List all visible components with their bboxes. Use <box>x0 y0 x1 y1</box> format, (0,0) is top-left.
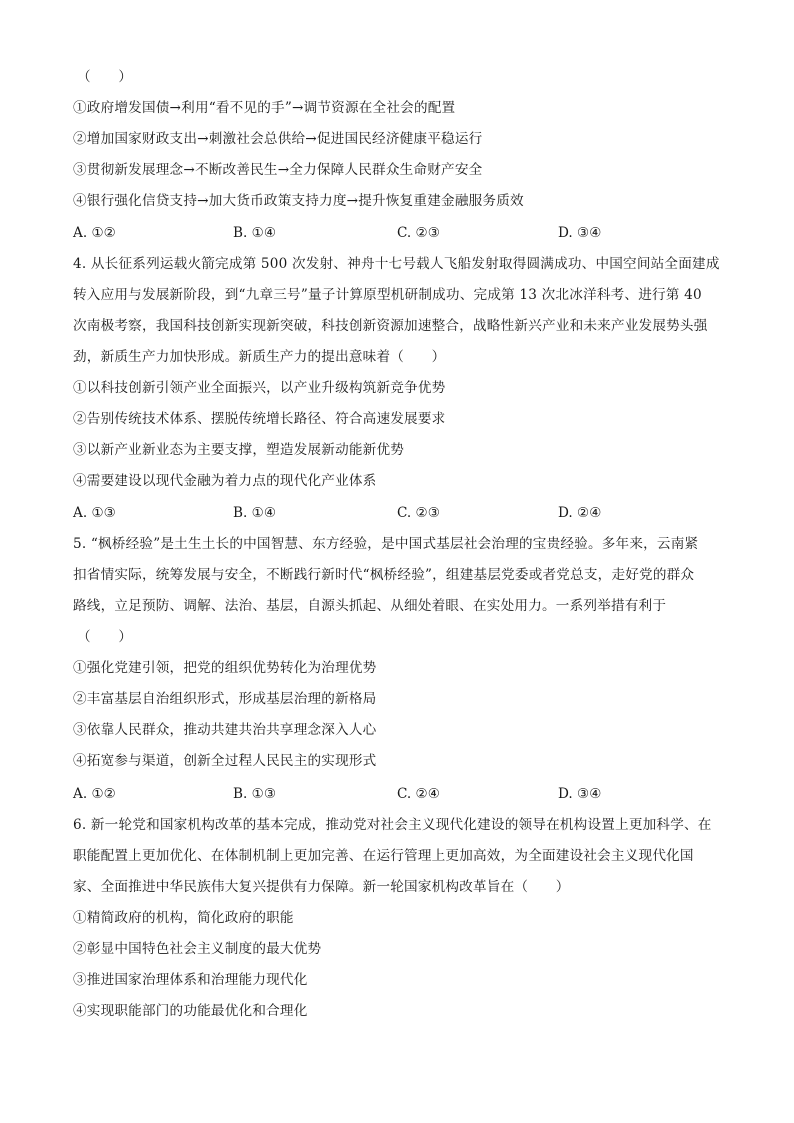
q5-stem-line-3: 路线，立足预防、调解、法治、基层，自源头抓起、从细处着眼、在实处用力。一系列举措有利于 <box>73 598 667 614</box>
q3-answer-paren: （ ） <box>77 69 133 85</box>
q6-statement-2: ②彰显中国特色社会主义制度的最大优势 <box>73 941 322 957</box>
q3-option-a: A. ①② <box>73 225 116 241</box>
q4-statement-4: ④需要建设以现代金融为着力点的现代化产业体系 <box>73 473 377 489</box>
q6-stem-line-3: 家、全面推进中华民族伟大复兴提供有力保障。新一轮国家机构改革旨在（ ） <box>73 879 570 895</box>
q5-option-d: D. ③④ <box>558 786 602 802</box>
q4-stem-line-4: 劲，新质生产力加快形成。新质生产力的提出意味着（ ） <box>73 349 446 365</box>
q5-statement-2: ②丰富基层自治组织形式，形成基层治理的新格局 <box>73 691 377 707</box>
q3-statement-1: ①政府增发国债→利用“看不见的手”→调节资源在全社会的配置 <box>73 100 456 116</box>
q3-option-b: B. ①④ <box>233 225 277 241</box>
q3-statement-2: ②增加国家财政支出→刺激社会总供给→促进国民经济健康平稳运行 <box>73 131 483 147</box>
q3-option-d: D. ③④ <box>558 225 602 241</box>
q6-stem-line-2: 职能配置上更加优化、在体制机制上更加完善、在运行管理上更加高效，为全面建设社会主义现代化国 <box>73 848 694 864</box>
q6-stem-line-1: 6. 新一轮党和国家机构改革的基本完成，推动党对社会主义现代化建设的领导在机构设置上更加科学、在 <box>73 817 712 833</box>
q5-stem-line-1: 5. “枫桥经验”是土生土长的中国智慧、东方经验，是中国式基层社会治理的宝贵经验。多年来，云南紧 <box>73 536 699 552</box>
q3-statement-3: ③贯彻新发展理念→不断改善民生→全力保障人民群众生命财产安全 <box>73 162 483 178</box>
q4-stem-line-2: 转入应用与发展新阶段，到“九章三号”量子计算原型机研制成功、完成第 13 次北冰洋科考、进行第 40 <box>73 287 702 303</box>
q3-options <box>73 223 733 243</box>
q5-options <box>73 784 733 804</box>
q4-statement-1: ①以科技创新引领产业全面振兴，以产业升级构筑新竞争优势 <box>73 380 446 396</box>
q5-answer-paren: （ ） <box>77 629 133 645</box>
q4-statement-2: ②告别传统技术体系、摆脱传统增长路径、符合高速发展要求 <box>73 411 446 427</box>
q6-statement-1: ①精简政府的机构，简化政府的职能 <box>73 910 294 926</box>
q4-stem-line-3: 次南极考察，我国科技创新实现新突破，科技创新资源加速整合，战略性新兴产业和未来产业发展势头强 <box>73 318 708 334</box>
q4-option-a: A. ①③ <box>73 505 116 521</box>
q3-statement-4: ④银行强化信贷支持→加大货币政策支持力度→提升恢复重建金融服务质效 <box>73 193 524 209</box>
q6-statement-4: ④实现职能部门的功能最优化和合理化 <box>73 1003 308 1019</box>
q6-statement-3: ③推进国家治理体系和治理能力现代化 <box>73 972 308 988</box>
q5-option-c: C. ②④ <box>397 786 440 802</box>
q5-statement-1: ①强化党建引领，把党的组织优势转化为治理优势 <box>73 660 377 676</box>
q5-stem-line-2: 扣省情实际，统筹发展与安全，不断践行新时代“枫桥经验”，组建基层党委或者党总支，走好党的群众 <box>73 567 695 583</box>
q5-statement-3: ③依靠人民群众，推动共建共治共享理念深入人心 <box>73 722 377 738</box>
q3-option-c: C. ②③ <box>397 225 440 241</box>
q4-stem-line-1: 4. 从长征系列运载火箭完成第 500 次发射、神舟十七号载人飞船发射取得圆满成功、中国空间站全面建成 <box>73 256 720 272</box>
q4-option-c: C. ②③ <box>397 505 440 521</box>
q4-option-d: D. ②④ <box>558 505 602 521</box>
q5-statement-4: ④拓宽参与渠道，创新全过程人民民主的实现形式 <box>73 753 377 769</box>
q4-statement-3: ③以新产业新业态为主要支撑，塑造发展新动能新优势 <box>73 442 405 458</box>
q5-option-a: A. ①② <box>73 786 116 802</box>
q5-option-b: B. ①③ <box>233 786 277 802</box>
q4-options <box>73 503 733 523</box>
q4-option-b: B. ①④ <box>233 505 277 521</box>
